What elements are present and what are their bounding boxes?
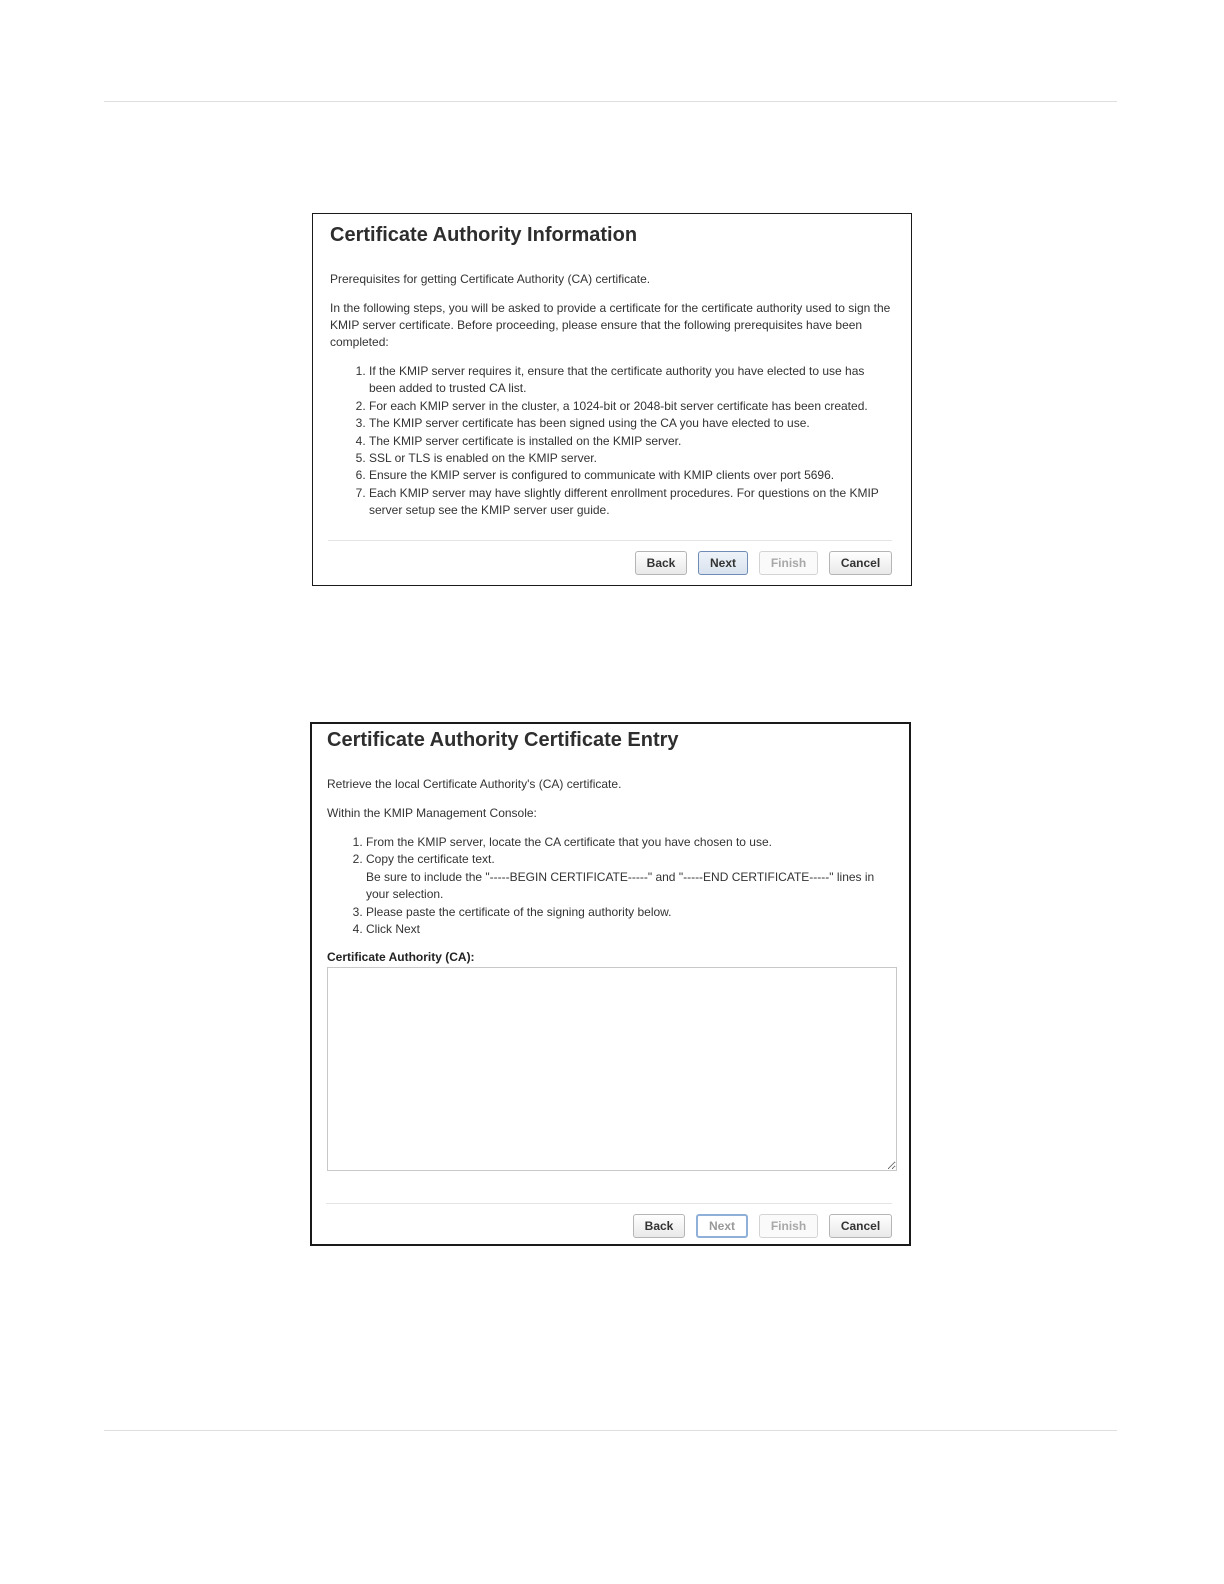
dialog-paragraph: Within the KMIP Management Console:: [327, 806, 537, 820]
prerequisite-list: [330, 363, 891, 520]
list-item: 6. Ensure the KMIP server is configured to communicate with KMIP clients over port 5696.: [369, 467, 891, 484]
page-top-rule: [104, 101, 1117, 102]
list-item: 1. From the KMIP server, locate the CA certificate that you have chosen to use.: [366, 834, 890, 851]
instruction-list: [327, 834, 890, 938]
back-button[interactable]: Back: [633, 1214, 685, 1238]
cancel-button[interactable]: Cancel: [829, 1214, 892, 1238]
ca-certificate-textarea[interactable]: [327, 967, 897, 1171]
ca-certificate-entry-dialog: [310, 722, 911, 1246]
dialog-footer: [328, 540, 892, 575]
dialog-title: Certificate Authority Information: [330, 224, 638, 246]
finish-button[interactable]: Finish: [759, 551, 818, 575]
ca-information-dialog: [312, 213, 912, 586]
back-button[interactable]: Back: [635, 551, 687, 575]
dialog-paragraph: In the following steps, you will be asked to provide a certificate for the certificate authority used to sign the KMIP server certificate. Before proceeding, please ensure that the following prerequisites have been completed:: [330, 301, 891, 349]
ca-field-label: Certificate Authority (CA):: [327, 950, 475, 965]
dialog-intro: Retrieve the local Certificate Authority's (CA) certificate.: [327, 777, 622, 791]
next-button[interactable]: Next: [698, 551, 748, 575]
finish-button[interactable]: Finish: [759, 1214, 818, 1238]
list-item: 7. Each KMIP server may have slightly different enrollment procedures. For questions on the KMIP server setup see the KMIP server user guide.: [369, 485, 891, 520]
list-item: 5. SSL or TLS is enabled on the KMIP server.: [369, 450, 891, 467]
dialog-intro: Prerequisites for getting Certificate Authority (CA) certificate.: [330, 272, 651, 286]
list-item-text: 2. Copy the certificate text.: [366, 852, 495, 867]
dialog-title: Certificate Authority Certificate Entry: [327, 729, 679, 751]
cancel-button[interactable]: Cancel: [829, 551, 892, 575]
list-item: 4. The KMIP server certificate is installed on the KMIP server.: [369, 433, 891, 450]
list-item: 2. For each KMIP server in the cluster, a 1024-bit or 2048-bit server certificate has been created.: [369, 398, 891, 415]
page-bottom-rule: [104, 1430, 1117, 1431]
list-item: [366, 851, 890, 903]
list-item: 3. The KMIP server certificate has been signed using the CA you have elected to use.: [369, 415, 891, 432]
next-button[interactable]: Next: [696, 1214, 748, 1238]
list-item: 3. Please paste the certificate of the signing authority below.: [366, 904, 890, 921]
list-item: 1. If the KMIP server requires it, ensure that the certificate authority you have elected to use has been added to trusted CA list.: [369, 363, 891, 398]
list-item-note: Be sure to include the "-----BEGIN CERTIFICATE-----" and "-----END CERTIFICATE-----" lines in your selection.: [366, 869, 875, 902]
dialog-footer: [326, 1203, 892, 1238]
list-item: 4. Click Next: [366, 921, 890, 938]
